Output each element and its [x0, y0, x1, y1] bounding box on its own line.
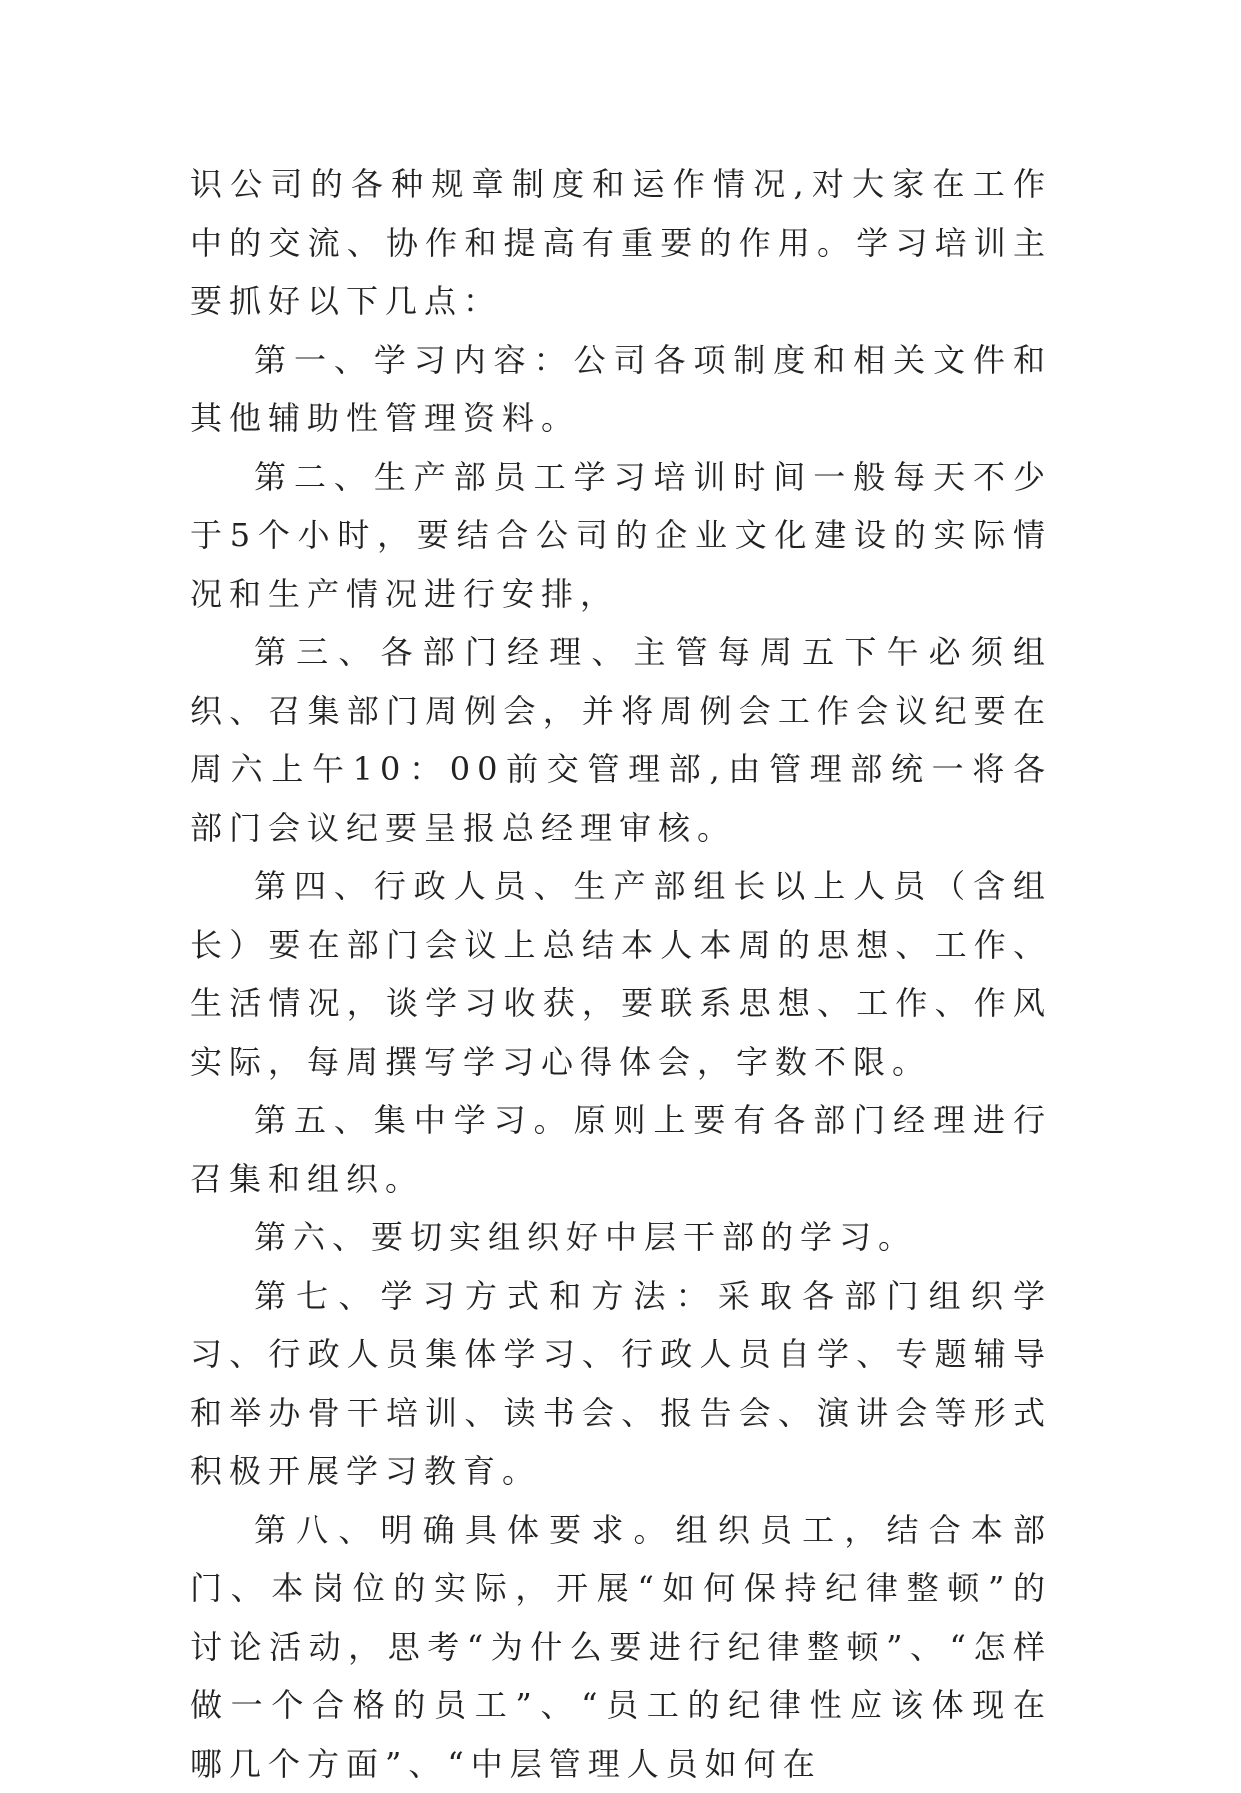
paragraph-item-6: 第六、要切实组织好中层干部的学习。 [190, 1208, 1052, 1267]
paragraph-item-8: 第八、明确具体要求。组织员工，结合本部门、本岗位的实际，开展“如何保持纪律整顿”的讨论活动，思考“为什么要进行纪律整顿”、“怎样做一个合格的员工”、“员工的纪律性应该体现在哪几个方面”、“中层管理人员如何在 [190, 1501, 1052, 1793]
paragraph-item-4: 第四、行政人员、生产部组长以上人员（含组长）要在部门会议上总结本人本周的思想、工作、生活情况，谈学习收获，要联系思想、工作、作风实际，每周撰写学习心得体会，字数不限。 [190, 857, 1052, 1091]
paragraph-item-2: 第二、生产部员工学习培训时间一般每天不少于5个小时，要结合公司的企业文化建设的实际情况和生产情况进行安排， [190, 448, 1052, 624]
paragraph-item-3: 第三、各部门经理、主管每周五下午必须组织、召集部门周例会，并将周例会工作会议纪要在周六上午10：00前交管理部,由管理部统一将各部门会议纪要呈报总经理审核。 [190, 623, 1052, 857]
paragraph-continuation: 识公司的各种规章制度和运作情况,对大家在工作中的交流、协作和提高有重要的作用。学习培训主要抓好以下几点： [190, 155, 1052, 331]
paragraph-item-1: 第一、学习内容：公司各项制度和相关文件和其他辅助性管理资料。 [190, 331, 1052, 448]
paragraph-item-5: 第五、集中学习。原则上要有各部门经理进行召集和组织。 [190, 1091, 1052, 1208]
paragraph-item-7: 第七、学习方式和方法：采取各部门组织学习、行政人员集体学习、行政人员自学、专题辅导和举办骨干培训、读书会、报告会、演讲会等形式积极开展学习教育。 [190, 1267, 1052, 1501]
document-body [190, 155, 1052, 1793]
